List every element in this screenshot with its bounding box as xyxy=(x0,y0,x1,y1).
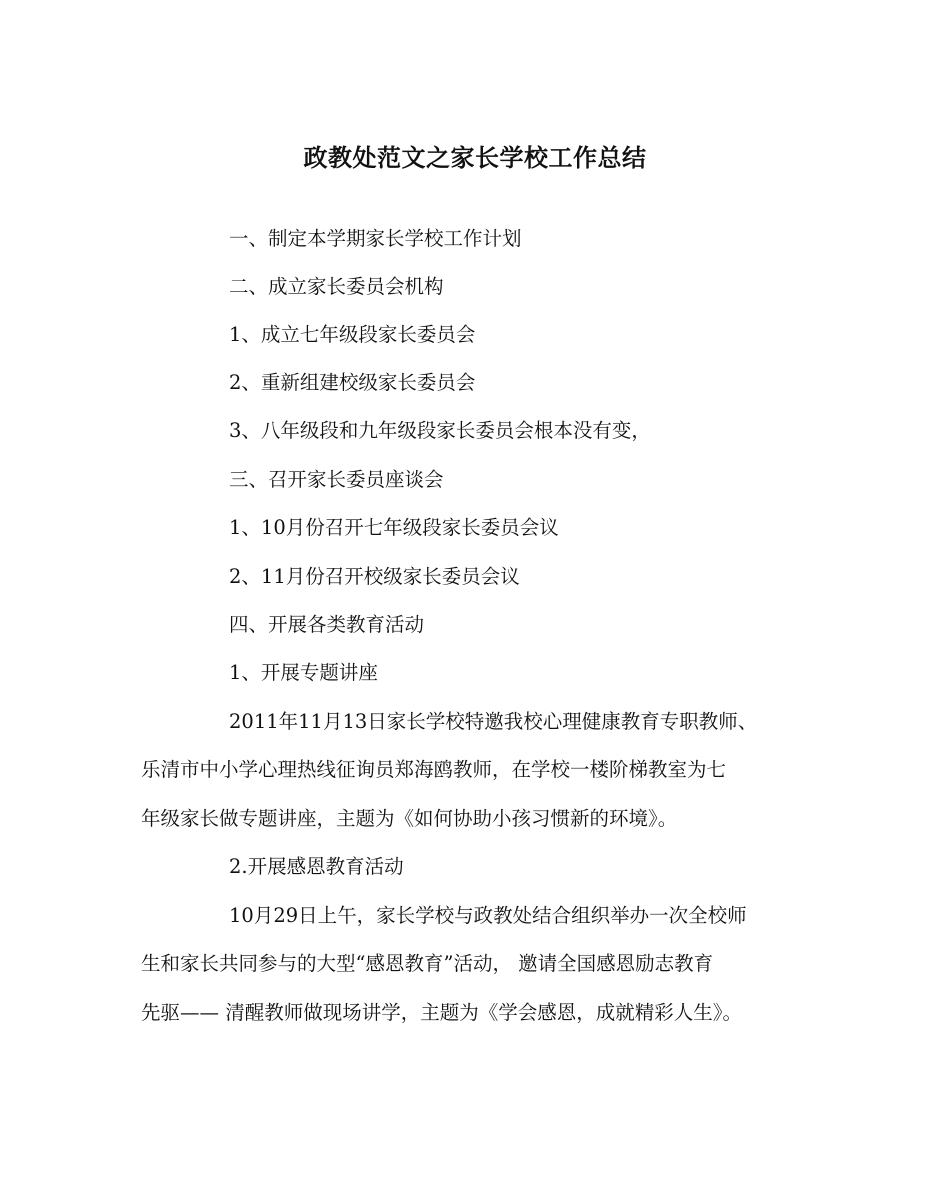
paragraph-line: 2011年11月13日家长学校特邀我校心理健康教育专职教师、 xyxy=(229,710,758,733)
subheading: 2.开展感恩教育活动 xyxy=(229,855,404,878)
list-item: 1、10月份召开七年级段家长委员会议 xyxy=(229,516,559,539)
list-item: 2、重新组建校级家长委员会 xyxy=(229,371,476,394)
list-item: 3、八年级段和九年级段家长委员会根本没有变， xyxy=(229,419,651,442)
paragraph-line: 先驱—— 清醒教师做现场讲学，主题为《学会感恩，成就精彩人生》。 xyxy=(141,1001,742,1024)
heading-1: 一、制定本学期家长学校工作计划 xyxy=(229,227,522,250)
heading-3: 三、召开家长委员座谈会 xyxy=(229,468,444,491)
heading-4: 四、开展各类教育活动 xyxy=(229,613,425,636)
paragraph-line: 乐清市中小学心理热线征询员郑海鸥教师，在学校一楼阶梯教室为七 xyxy=(141,758,727,781)
list-item: 2、11月份召开校级家长委员会议 xyxy=(229,565,520,588)
heading-2: 二、成立家长委员会机构 xyxy=(229,275,444,298)
document-title: 政教处范文之家长学校工作总结 xyxy=(303,143,647,172)
paragraph-line: 10月29日上午，家长学校与政教处结合组织举办一次全校师 xyxy=(229,904,747,927)
subheading: 1、开展专题讲座 xyxy=(229,661,378,684)
paragraph-line: 生和家长共同参与的大型“感恩教育”活动， 邀请全国感恩励志教育 xyxy=(141,952,714,975)
list-item: 1、成立七年级段家长委员会 xyxy=(229,323,476,346)
paragraph-line: 年级家长做专题讲座，主题为《如何协助小孩习惯新的环境》。 xyxy=(141,807,678,830)
